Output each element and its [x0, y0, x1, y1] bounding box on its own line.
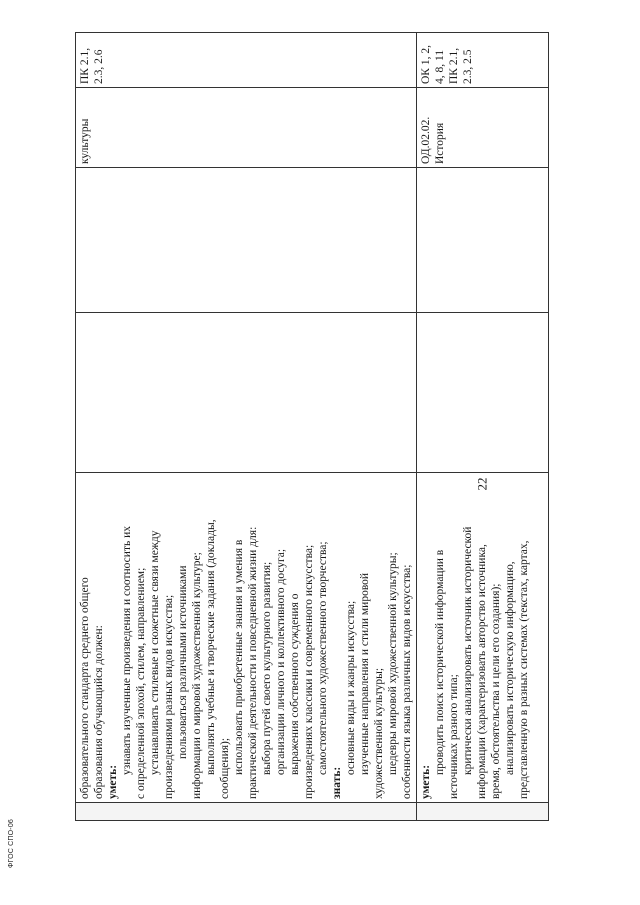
text-line: критически анализировать источник исторической: [462, 526, 474, 775]
text-line: использовать приобретенные знания и умения в: [233, 539, 245, 775]
text-line: время, обстоятельства и цели его создания);: [490, 583, 502, 799]
general-competency-codes: ОК 1, 2, 4, 8, 11: [420, 45, 446, 84]
text-line: практической деятельности и повседневной жизни для:: [247, 526, 259, 799]
text-line: устанавливать стилевые и сюжетные связи между: [149, 530, 161, 775]
competencies-cell: [76, 33, 417, 88]
competency-table: [75, 32, 549, 821]
page-number: 22: [474, 477, 490, 491]
competency-codes: ПК 2.1, 2.3, 2.6: [79, 47, 105, 84]
text-line: образования обучающийся должен:: [93, 625, 105, 799]
table-row: [76, 33, 417, 821]
rotated-page: [75, 33, 545, 821]
section-heading: уметь:: [107, 764, 119, 799]
professional-competency-codes: ПК 2.1, 2.3, 2.5: [448, 47, 474, 84]
text-line: произведениями разных видов искусства;: [163, 594, 175, 799]
empty-cell: [417, 313, 549, 473]
text-line: особенности языка различных видов искусства;: [401, 564, 413, 799]
text-line: информации (характеризовать авторство источника,: [476, 544, 488, 799]
requirements-cell: [417, 473, 549, 803]
discipline-name: История: [434, 122, 446, 164]
discipline-cell: [417, 88, 549, 168]
text-line: источниках разного типа;: [448, 674, 460, 799]
text-line: выбора путей своего культурного развития;: [261, 561, 273, 775]
text-line: выполнять учебные и творческие задания (доклады,: [205, 519, 217, 775]
discipline-code: ОД.02.02.: [420, 116, 432, 164]
empty-cell: [76, 313, 417, 473]
text-line: произведениях классики и современного искусства;: [303, 544, 315, 799]
text-line: изученные направления и стили мировой: [359, 572, 371, 775]
text-line: выражения собственного суждения о: [289, 593, 301, 775]
discipline-cell: [76, 88, 417, 168]
discipline-name: культуры: [79, 118, 91, 164]
section-heading: знать:: [331, 766, 343, 799]
text-line: анализировать историческую информацию,: [504, 561, 516, 775]
text-line: проводить поиск исторической информации в: [434, 549, 446, 775]
text-line: художественной культуры;: [373, 667, 385, 799]
index-cell: [76, 803, 417, 821]
table-row: [417, 33, 549, 821]
text-line: пользоваться различными источниками: [177, 565, 189, 759]
requirements-cell: [76, 473, 417, 803]
empty-cell: [76, 168, 417, 313]
text-line: сообщения);: [219, 737, 231, 799]
footer-mark: ФГОС СПО-06: [8, 818, 15, 868]
competencies-cell: [417, 33, 549, 88]
text-line: организации личного и коллективного досуга;: [275, 548, 287, 775]
text-line: информации о мировой художественной культуре;: [191, 552, 203, 799]
text-line: узнавать изученные произведения и соотносить их: [121, 526, 133, 775]
text-line: представленную в разных системах (текстах, картах,: [518, 540, 530, 799]
text-line: образовательного стандарта среднего общего: [79, 577, 91, 799]
text-line: с определенной эпохой, стилем, направлением;: [135, 567, 147, 799]
section-heading: уметь:: [420, 764, 432, 799]
text-line: основные виды и жанры искусства;: [345, 600, 357, 775]
text-line: шедевры мировой художественной культуры;: [387, 552, 399, 775]
index-cell: [417, 803, 549, 821]
text-line: самостоятельного художественного творчества;: [317, 541, 329, 775]
empty-cell: [417, 168, 549, 313]
